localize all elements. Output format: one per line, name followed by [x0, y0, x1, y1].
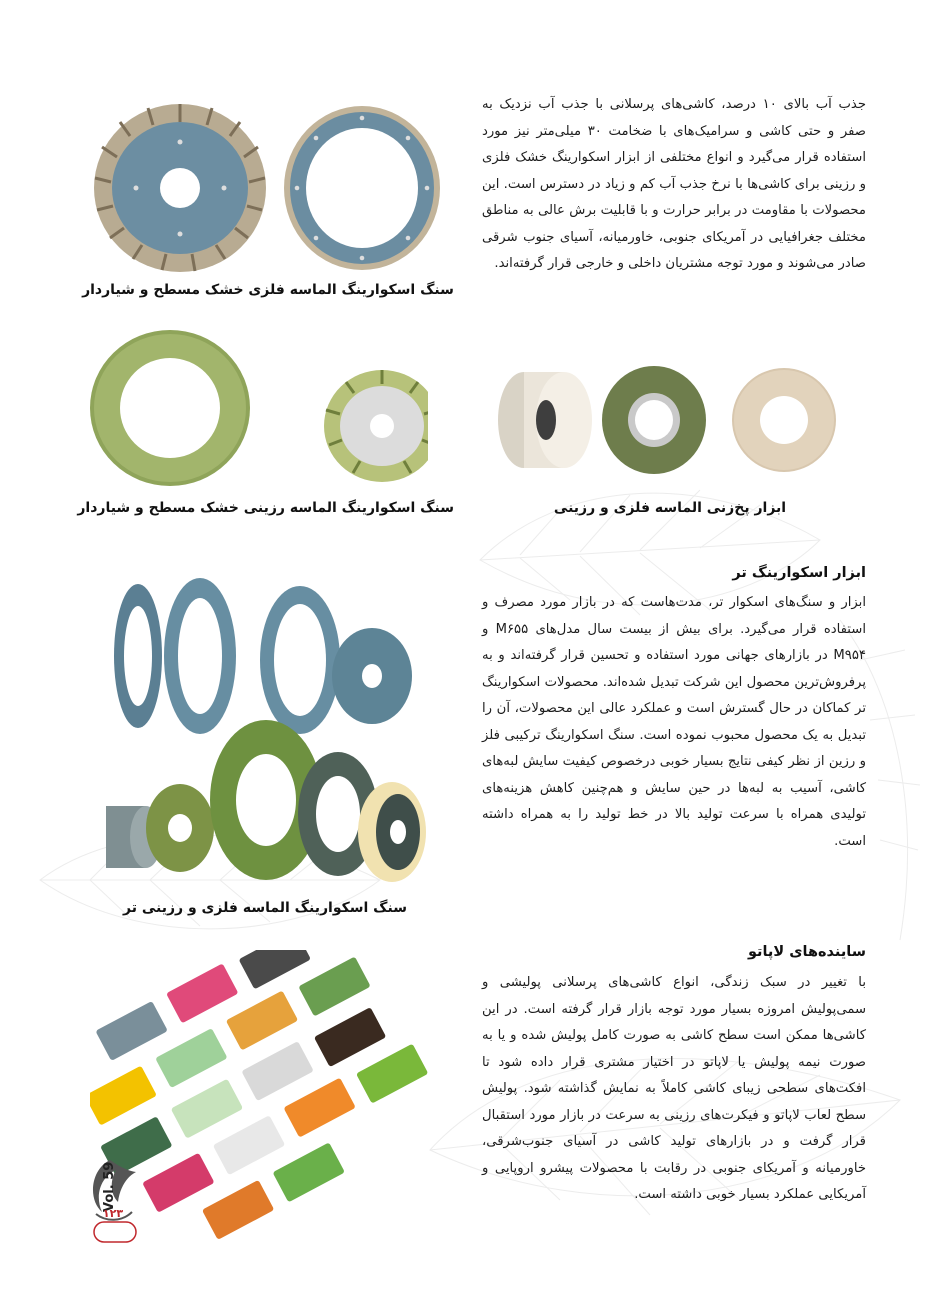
- blue-wet-wheels-group: [114, 578, 412, 734]
- grooved-resin-wheel: [324, 370, 428, 482]
- green-metal-chamfer-wheel: [602, 366, 706, 474]
- chamfering-wheels-image: [484, 362, 854, 478]
- caption-chamfer-tools: ابزار پخ‌زنی الماسه فلزی و رزینی: [553, 500, 787, 516]
- green-wet-wheels-group: [106, 720, 426, 882]
- intro-paragraph: جذب آب بالای ۱۰ درصد، کاشی‌های پرسلانی با جذب آب نزدیک به صفر و حتی کاشی و سرامیک‌های با ضخامت ۳۰ میلی‌متر نیز مورد استفاده قرار می‌گیرد و انواع مختلفی از ابزار اسکوارینگ خشک فلزی و رزینی برای کاشی‌ها با نرخ جذب آب کم و زیاد در دسترس است. این محصولات با مقاومت در برابر حرارت و با قابلیت برش عالی به مناطق مختلف جغرافیایی در آمریکای جنوبی، خاورمیانه، آسیای جنوب شرقی صادر می‌شوند و مورد توجه مشتریان داخلی و خارجی قرار گرفته‌اند.: [482, 97, 866, 271]
- caption-wet-combo-squaring: سنگ اسکوارینگ الماسه فلزی و رزینی تر: [122, 900, 407, 916]
- caption-metal-dry-squaring: سنگ اسکوارینگ الماسه فلزی خشک مسطح و شیاردار: [82, 282, 454, 298]
- volume-label: Vol. 59: [102, 1161, 117, 1212]
- resin-dry-squaring-wheels-image: [88, 330, 428, 488]
- lappato-paragraph: با تغییر در سبک زندگی، انواع کاشی‌های پرسلانی پولیشی و سمی‌پولیش امروزه بسیار مورد توجه بازار قرار گرفته است. در این کاشی‌ها ممکن است سطح کاشی به صورت کامل پولیش شده و یا به صورت نیمه پولیش یا لاپاتو در اختیار مشتری قرار داده شود تا افکت‌های سطحی زیبای کاشی کاملاً به نمایش گذاشته شود. پولیش سطح لعاب لاپاتو و فیکرت‌های رزینی به سرعت در بازار مورد استقبال قرار گرفت و در بازارهای تولید کاشی در آسیای جنوب‌شرقی، خاورمیانه و آمریکای جنوبی در رقابت با محصولات پیشرو اروپایی و آمریکایی عملکرد بسیار خوبی داشته است.: [482, 975, 866, 1202]
- wet-squaring-heading: ابزار اسکوارینگ تر: [732, 565, 866, 581]
- flat-metal-ring-wheel: [284, 106, 440, 270]
- wet-squaring-wheels-image: [100, 578, 430, 892]
- white-resin-chamfer-wheel: [498, 372, 592, 468]
- flat-resin-ring-wheel: [90, 330, 250, 486]
- caption-resin-dry-squaring: سنگ اسکوارینگ الماسه رزینی خشک مسطح و شیاردار: [77, 500, 454, 516]
- grooved-metal-wheel: [94, 104, 266, 272]
- metal-dry-squaring-wheels-image: [92, 102, 454, 274]
- cream-resin-chamfer-wheel: [732, 368, 836, 472]
- page-number: ۱۲۳: [102, 1207, 124, 1220]
- lappato-heading: ساینده‌های لاپاتو: [747, 944, 866, 960]
- wet-squaring-paragraph: ابزار و سنگ‌های اسکوار تر، مدت‌هاست که در بازار مورد مصرف و استفاده قرار می‌گیرد. برای بیش از بیست سال مدل‌های M۶۵۵ و M۹۵۴ در بازارهای جهانی مورد استفاده و تحسین قرار گرفته‌اند و به پرفروش‌ترین محصول این شرکت تبدیل شده‌اند. محصولات اسکوارینگ تر کماکان در حال گسترش است و عملکرد عالی این محصولات، آن را تبدیل به یک محصول محبوب نموده است. سنگ اسکوارینگ ترکیبی فلز و رزین از نظر کیفی نتایج بسیار خوبی درخصوص کیفیت سایش لبه‌های کاشی، آسیب به لبه‌ها در حین سایش و هم‌چنین کاهش هزینه‌های تولیدی همراه با سرعت تولید بالا در خط تولید را به همراه داشته است.: [482, 595, 866, 849]
